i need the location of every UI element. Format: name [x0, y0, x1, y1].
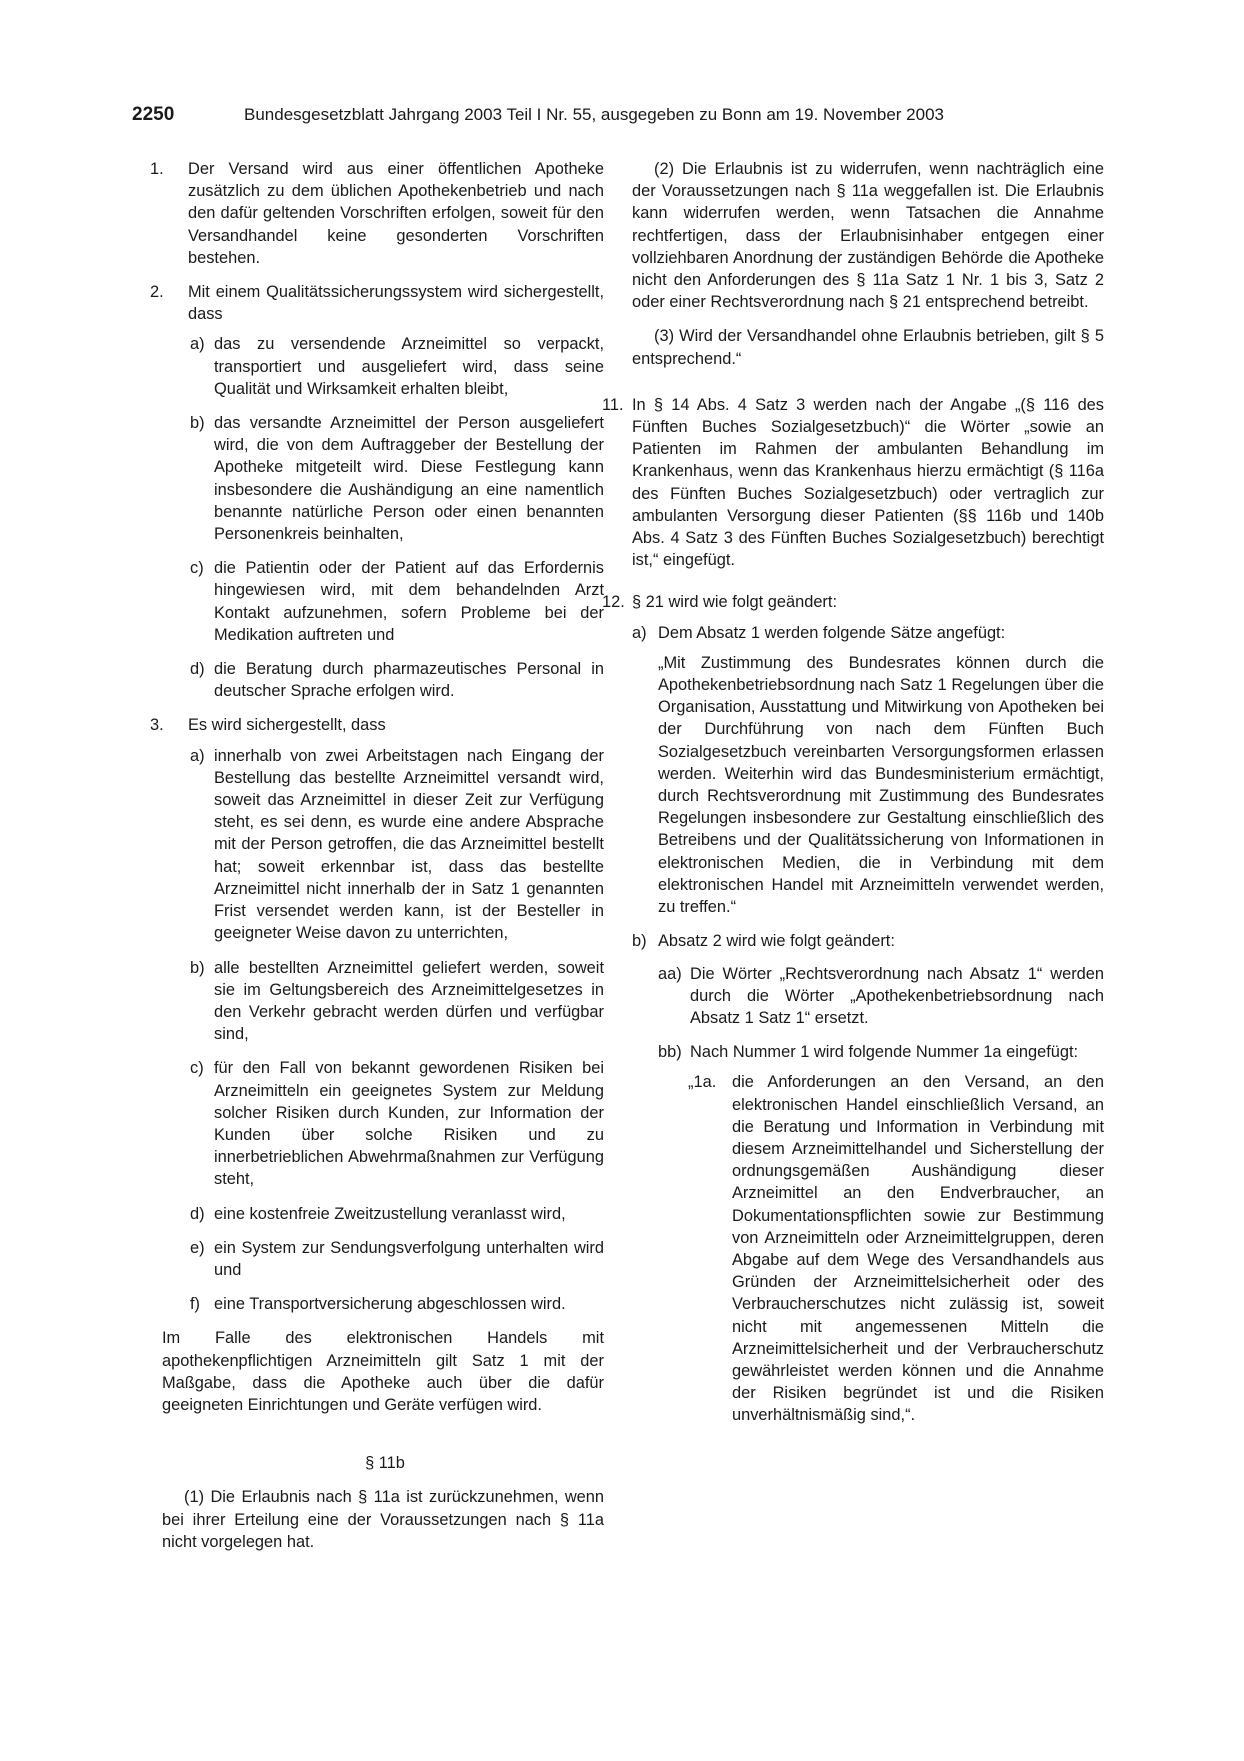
- item-number: 1.: [150, 160, 164, 178]
- page-header: [132, 104, 1112, 130]
- sub-sub-item-bb: [632, 1041, 1104, 1063]
- sub-text: Dem Absatz 1 werden folgende Sätze angefügt:: [658, 623, 1006, 642]
- sub-item-f: [190, 1293, 604, 1315]
- sub-text: Die Wörter „Rechtsverordnung nach Absatz 1“ werden durch die Wörter „Apothekenbetriebsordnung nach Absatz 1 Satz 1“ ersetzt.: [690, 964, 1104, 1027]
- sub-text: alle bestellten Arzneimittel geliefert werden, soweit sie im Geltungsbereich des Arzneimittelgesetzes in den Verkehr gebracht werden dürfen und verfügbar sind,: [214, 958, 604, 1044]
- sub-item-a: [632, 622, 1104, 644]
- sub-label: b): [190, 958, 205, 977]
- sub-label: c): [190, 1059, 204, 1078]
- sub-item-b: [190, 412, 604, 545]
- sub-text: eine Transportversicherung abgeschlossen wird.: [214, 1295, 566, 1314]
- number-1a: [632, 1071, 1104, 1426]
- sub-text: die Patientin oder der Patient auf das Erfordernis hingewiesen wird, mit dem behandelnden Arzt Kontakt aufzunehmen, sofern Probleme bei der Medikation auftreten und: [214, 559, 604, 644]
- sub-text: das zu versendende Arzneimittel so verpackt, transportiert und ausgeliefert wird, dass seine Qualität und Wirksamkeit erhalten bleibt,: [214, 335, 604, 398]
- sub-text: innerhalb von zwei Arbeitstagen nach Eingang der Bestellung das bestellte Arzneimittel versandt wird, soweit das Arzneimittel in dieser Zeit zur Verfügung steht, es sei denn, es wurde eine andere Absprache mit der Person getroffen, die das Arzneimittel bestellt hat; soweit erkennbar ist, dass das bestellte Arzneimittel nicht innerhalb der in Satz 1 genannten Frist versendet werden kann, ist der Besteller in geeigneter Weise davon zu unterrichten,: [214, 746, 604, 943]
- sub-sub-item-aa: [632, 963, 1104, 1030]
- quoted-amendment: „Mit Zustimmung des Bundesrates können durch die Apothekenbetriebsordnung nach Satz 1 Regelungen über die Organisation, Ausstattung und Mitwirkung von Apotheken bei der Durchführung von nach dem Fünften Buch Sozialgesetzbuch vereinbarten Versorgungsformen erlassen werden. Weiterhin wird das Bundesministerium ermächtigt, durch Rechtsverordnung mit Zustimmung des Bundesrates Regelungen insbesondere zur Gestaltung einschließlich des Betreibens und der Qualitätssicherung von Informationen in elektronischen Medien, die in Verbindung mit dem elektronischen Handel mit Arzneimitteln verwendet werden, zu treffen.“: [658, 653, 1104, 917]
- sub-item-e: [190, 1237, 604, 1281]
- item-text: Mit einem Qualitätssicherungssystem wird sichergestellt, dass: [188, 283, 604, 324]
- sub-label: f): [190, 1295, 201, 1314]
- paragraph-3: (3) Wird der Versandhandel ohne Erlaubnis betrieben, gilt § 5 entsprechend.“: [632, 327, 1104, 368]
- paragraph-2: (2) Die Erlaubnis ist zu widerrufen, wenn nachträglich eine der Voraussetzungen nach § 11a weggefallen ist. Die Erlaubnis kann widerrufen werden, wenn Tatsachen die Annahme rechtfertigen, dass der Erlaubnisinhaber entgegen einer vollziehbaren Anordnung der zuständigen Behörde die Apotheke nicht den Anforderungen des § 11a Satz 1 Nr. 1 bis 3, Satz 2 oder einer Rechtsverordnung nach § 21 entsprechend betreibt.: [632, 160, 1104, 312]
- sub-text: Nach Nummer 1 wird folgende Nummer 1a eingefügt:: [690, 1043, 1079, 1062]
- item-text: Es wird sichergestellt, dass: [188, 716, 386, 735]
- sub-item-b: [190, 957, 604, 1046]
- item-number: 3.: [150, 716, 164, 735]
- list-item-12: [602, 591, 1104, 613]
- sub-label: b): [632, 932, 647, 951]
- sub-label: a): [632, 623, 647, 642]
- sub-label: a): [190, 746, 205, 765]
- item-number: 11.: [602, 395, 624, 414]
- sub-text: eine kostenfreie Zweitzustellung veranlasst wird,: [214, 1204, 566, 1223]
- sub-label: a): [190, 335, 205, 354]
- item-3-subitems: [166, 745, 604, 1316]
- item-2-subitems: [166, 333, 604, 702]
- sub-text: ein System zur Sendungsverfolgung unterhalten wird und: [214, 1238, 604, 1279]
- sub-label: d): [190, 660, 205, 679]
- paragraph-1: (1) Die Erlaubnis nach § 11a ist zurückzunehmen, wenn bei ihrer Erteilung eine der Voraussetzungen nach § 11a nicht vorgelegen hat.: [162, 1488, 604, 1551]
- sub-text: für den Fall von bekannt gewordenen Risiken bei Arzneimitteln ein geeignetes System zur Meldung solcher Risiken durch Kunden, zur Information der Kunden über solche Risiken und zu innerbetrieblichen Abwehrmaßnahmen zur Verfügung steht,: [214, 1059, 604, 1189]
- sub-text: Absatz 2 wird wie folgt geändert:: [658, 932, 895, 951]
- sub-label: c): [190, 559, 204, 578]
- sub-label: b): [190, 414, 205, 433]
- section-heading: § 11b: [365, 1454, 405, 1473]
- sub-item-a: [190, 333, 604, 400]
- left-column: [150, 158, 604, 1553]
- sub-label: d): [190, 1204, 205, 1223]
- sub-label: aa): [658, 964, 682, 983]
- sub-label: „1a.: [688, 1073, 717, 1092]
- right-column: [602, 158, 1104, 1439]
- sub-label: e): [190, 1238, 205, 1257]
- sub-item-b: [632, 930, 1104, 952]
- sub-text: das versandte Arzneimittel der Person ausgeliefert wird, die von dem Auftraggeber der Bestellung der Apotheke mitgeteilt wird. Diese Festlegung kann insbesondere die Aushändigung an eine namentlich benannte natürliche Person oder einen benannten Personenkreis beinhalten,: [214, 414, 604, 544]
- item-text: In § 14 Abs. 4 Satz 3 werden nach der Angabe „(§ 116 des Fünften Buches Sozialgesetzbuch)“ die Wörter „sowie an Patienten im Rahmen der ambulanten Behandlung im Krankenhaus, wenn das Krankenhaus hierzu ermächtigt (§ 116a des Fünften Buches Sozialgesetzbuch) oder vertraglich zur ambulanten Versorgung dieser Patienten (§§ 116b und 140b Abs. 4 Satz 3 des Fünften Buches Sozialgesetzbuch) berechtigt ist,“ eingefügt.: [632, 395, 1104, 570]
- list-item-11: [602, 394, 1104, 572]
- item-text: Der Versand wird aus einer öffentlichen Apotheke zusätzlich zu dem üblichen Apothekenbetrieb und nach den dafür geltenden Vorschriften erfolgen, soweit für den Versandhandel keine gesonderten Vorschriften bestehen.: [188, 160, 604, 267]
- list-item-2: [150, 281, 604, 325]
- running-title: Bundesgesetzblatt Jahrgang 2003 Teil I Nr. 55, ausgegeben zu Bonn am 19. November 2003: [244, 105, 944, 124]
- sub-text: die Beratung durch pharmazeutisches Personal in deutscher Sprache erfolgen wird.: [214, 660, 604, 701]
- sub-item-d: [190, 1203, 604, 1225]
- page-number: 2250: [132, 104, 175, 125]
- sub-label: bb): [658, 1043, 682, 1062]
- list-item-3: [150, 714, 604, 736]
- item-number: 12.: [602, 593, 625, 612]
- item-number: 2.: [150, 283, 164, 302]
- closing-paragraph: Im Falle des elektronischen Handels mit apothekenpflichtigen Arzneimitteln gilt Satz 1 mit der Maßgabe, dass die Apotheke auch über die dafür geeigneten Einrichtungen und Geräte verfügen wird.: [162, 1329, 604, 1414]
- sub-text: die Anforderungen an den Versand, an den elektronischen Handel einschließlich Versand, an die Beratung und Information in Verbindung mit diesem Arzneimittelhandel und Sicherstellung der ordnungsgemäßen Aushändigung dieser Arzneimittel an den Endverbraucher, an Dokumentationspflichten sowie zur Bestimmung von Arzneimitteln oder Arzneimittelgruppen, deren Abgabe auf dem Wege des Versandhandels aus Gründen der Arzneimittelsicherheit oder des Verbraucherschutzes nicht zulässig ist, soweit nicht mit angemessenen Mitteln die Arzneimittelsicherheit und der Verbraucherschutz gewährleistet werden können und die Annahme der Risiken begründet ist und die Risiken unverhältnismäßig sind,“.: [732, 1073, 1104, 1425]
- sub-item-c: [190, 557, 604, 646]
- item-text: § 21 wird wie folgt geändert:: [632, 593, 838, 612]
- list-item-1: [150, 158, 604, 269]
- sub-item-a: [190, 745, 604, 945]
- sub-item-d: [190, 658, 604, 702]
- sub-item-c: [190, 1057, 604, 1190]
